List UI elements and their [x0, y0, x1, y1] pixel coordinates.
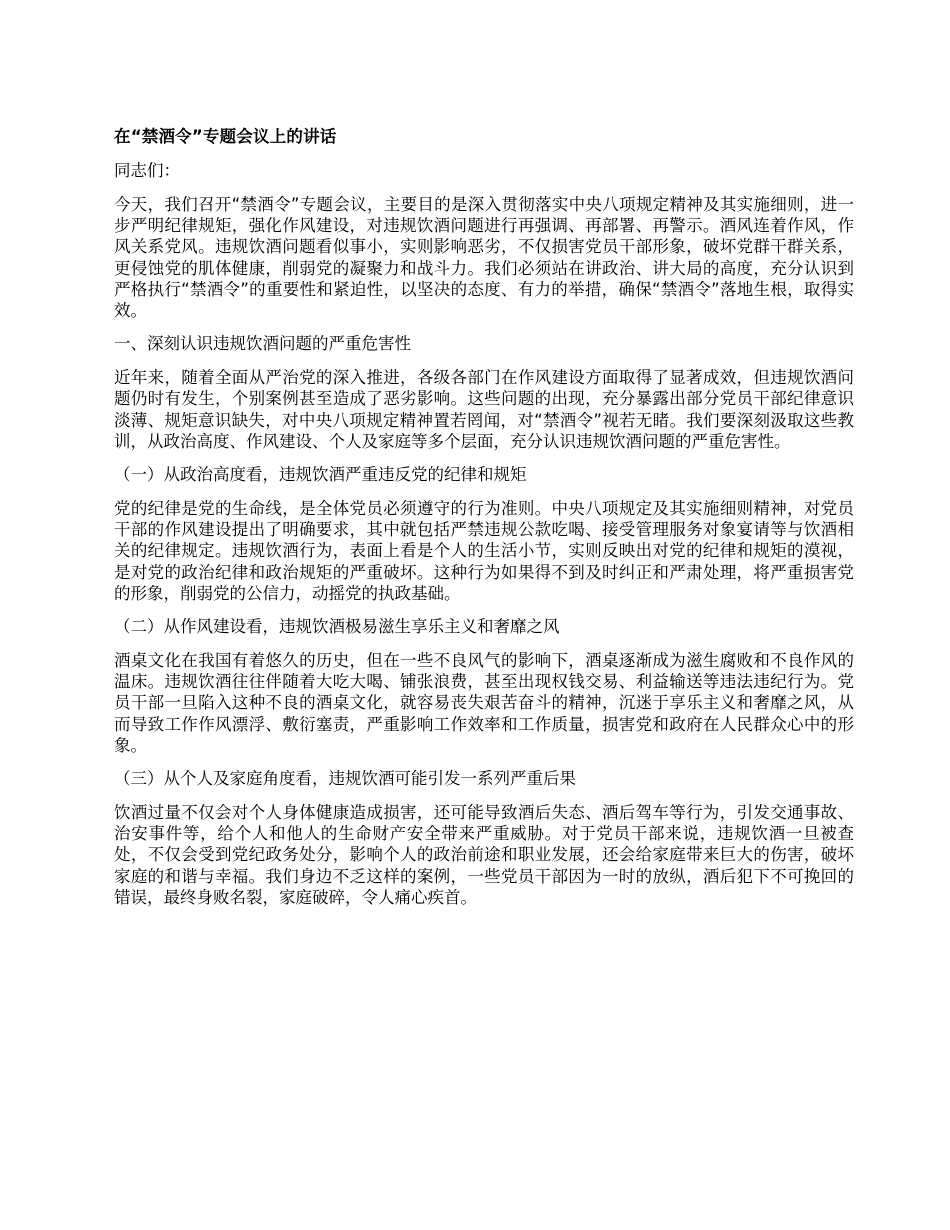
- subsection-heading-1: （一）从政治高度看，违规饮酒严重违反党的纪律和规矩: [114, 465, 527, 485]
- subsection-heading-2: （二）从作风建设看，违规饮酒极易滋生享乐主义和奢靡之风: [114, 617, 560, 637]
- section-heading: 一、深刻认识违规饮酒问题的严重危害性: [114, 334, 411, 354]
- subsection-paragraph-3: 饮酒过量不仅会对个人身体健康造成损害，还可能导致酒后失态、酒后驾车等行为，引发交通事故、治安事件等，给个人和他人的生命财产安全带来严重威胁。对于党员干部来说，违规饮酒一旦被查处，不仅会受到党纪政务处分，影响个人的政治前途和职业发展，还会给家庭带来巨大的伤害，破坏家庭的和谐与幸福。我们身边不乏这样的案例，一些党员干部因为一时的放纵，酒后犯下不可挽回的错误，最终身败名裂，家庭破碎，令人痛心疾首。: [114, 803, 854, 907]
- intro-paragraph: 今天，我们召开“禁酒令”专题会议，主要目的是深入贯彻落实中央八项规定精神及其实施细则，进一步严明纪律规矩，强化作风建设，对违规饮酒问题进行再强调、再部署、再警示。酒风连着作风，作风关系党风。违规饮酒问题看似事小，实则影响恶劣，不仅损害党员干部形象，破坏党群干群关系，更侵蚀党的肌体健康，削弱党的凝聚力和战斗力。我们必须站在讲政治、讲大局的高度，充分认识到严格执行“禁酒令”的重要性和紧迫性，以坚决的态度、有力的举措，确保“禁酒令”落地生根，取得实效。: [114, 195, 854, 321]
- document-title: 在“禁酒令”专题会议上的讲话: [114, 127, 337, 146]
- document-body: [114, 126, 854, 920]
- subsection-paragraph-2: 酒桌文化在我国有着悠久的历史，但在一些不良风气的影响下，酒桌逐渐成为滋生腐败和不良作风的温床。违规饮酒往往伴随着大吃大喝、铺张浪费，甚至出现权钱交易、利益输送等违法违纪行为。党员干部一旦陷入这种不良的酒桌文化，就容易丧失艰苦奋斗的精神，沉迷于享乐主义和奢靡之风，从而导致工作作风漂浮、敷衍塞责，严重影响工作效率和工作质量，损害党和政府在人民群众心中的形象。: [114, 651, 854, 755]
- subsection-paragraph-1: 党的纪律是党的生命线，是全体党员必须遵守的行为准则。中央八项规定及其实施细则精神，对党员干部的作风建设提出了明确要求，其中就包括严禁违规公款吃喝、接受管理服务对象宴请等与饮酒相关的纪律规定。违规饮酒行为，表面上看是个人的生活小节，实则反映出对党的纪律和规矩的漠视，是对党的政治纪律和政治规矩的严重破坏。这种行为如果得不到及时纠正和严肃处理，将严重损害党的形象，削弱党的公信力，动摇党的执政基础。: [114, 499, 854, 603]
- subsection-heading-3: （三）从个人及家庭角度看，违规饮酒可能引发一系列严重后果: [114, 769, 576, 789]
- section-paragraph: 近年来，随着全面从严治党的深入推进，各级各部门在作风建设方面取得了显著成效，但违规饮酒问题仍时有发生，个别案例甚至造成了恶劣影响。这些问题的出现，充分暴露出部分党员干部纪律意识淡薄、规矩意识缺失，对中央八项规定精神置若罔闻，对“禁酒令”视若无睹。我们要深刻汲取这些教训，从政治高度、作风建设、个人及家庭等多个层面，充分认识违规饮酒问题的严重危害性。: [114, 368, 854, 451]
- salutation: 同志们：: [114, 161, 180, 180]
